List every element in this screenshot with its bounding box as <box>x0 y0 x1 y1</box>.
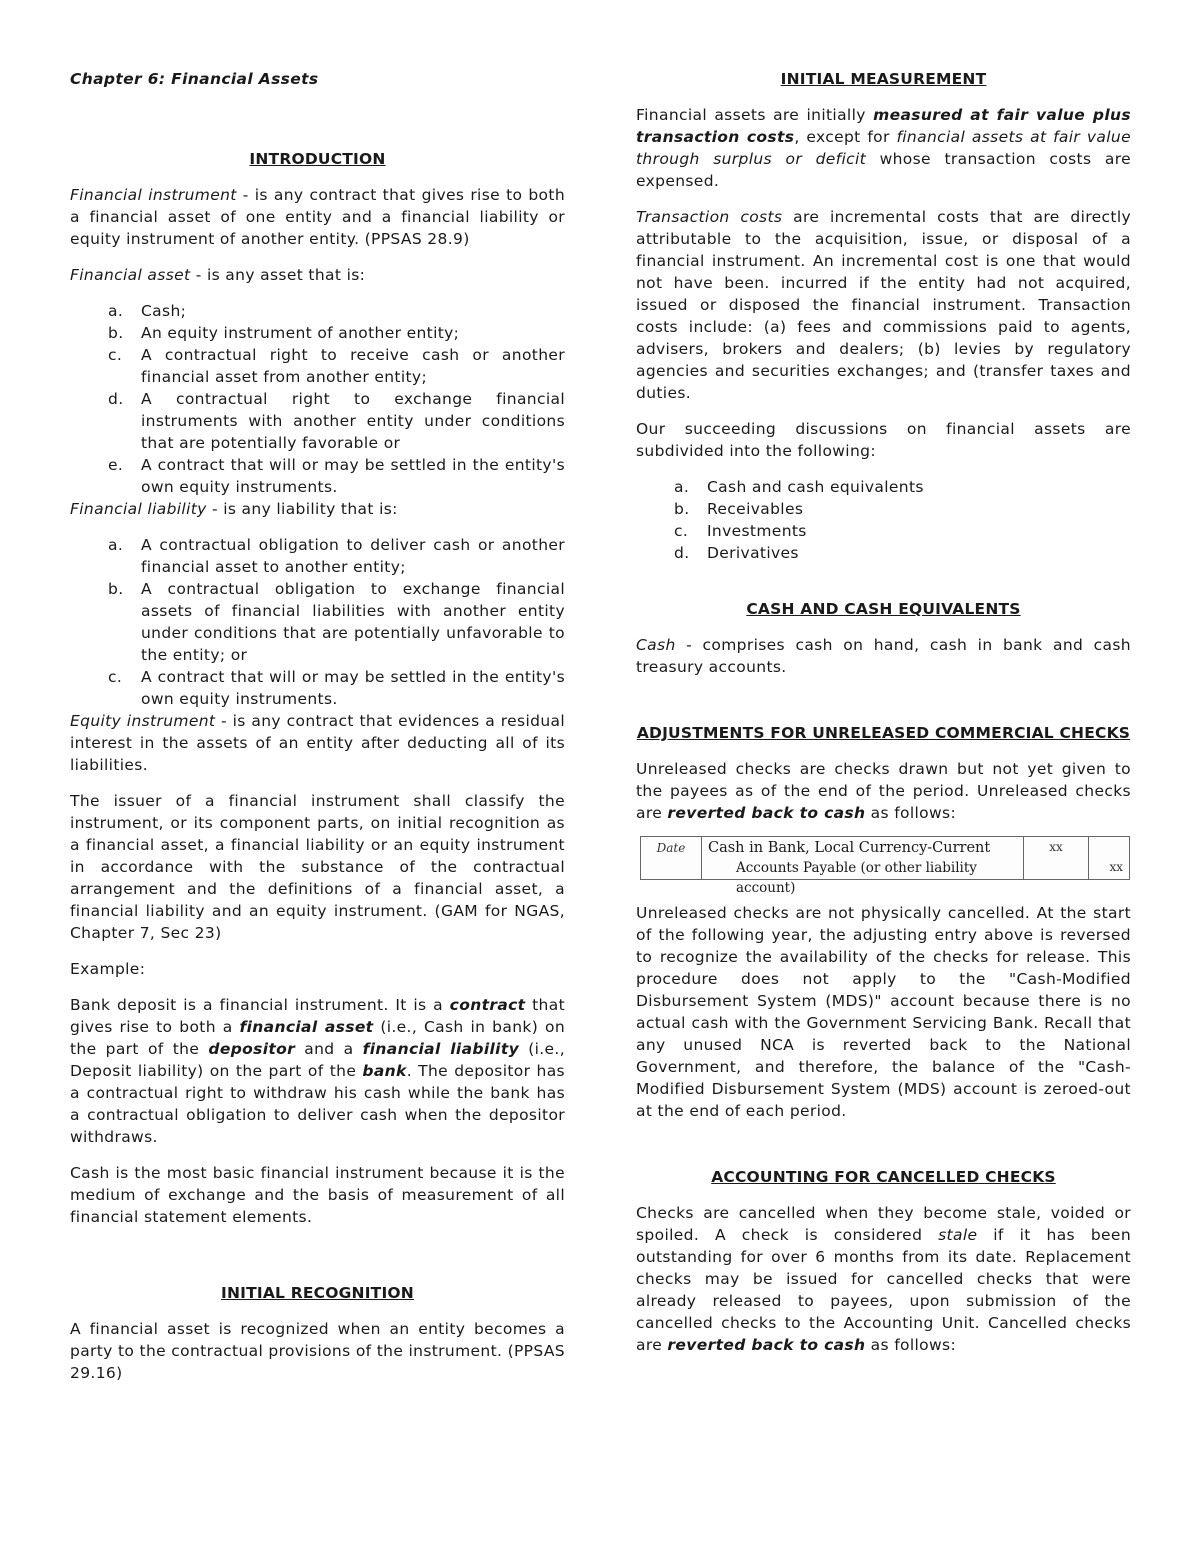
list-marker: c. <box>674 522 689 540</box>
emphasis-fair-value: measured at fair value plus transaction costs <box>636 106 1131 146</box>
issuer-paragraph: The issuer of a financial instrument shall classify the instrument, or its component parts, on initial recognition as a financial asset, a financial liability or an equity instrument in accordance with the substance of the contractual arrangement and the definitions of a financial asset, a financial liability and an equity instrument. (GAM for NGAS, Chapter 7, Sec 23) <box>70 792 565 942</box>
financial-asset-definition <box>70 264 565 286</box>
entry-credit-account: Accounts Payable (or other liability account) <box>736 860 977 896</box>
cancelled-text: if it has been outstanding for over 6 months from its date. Replacement checks may be issued for cancelled checks that were already released to payees, upon submission of the cancelled checks to the Accounting Unit. Cancelled checks are <box>636 1226 1131 1354</box>
financial-liability-term: Financial liability <box>70 500 207 518</box>
entry-credit-cell <box>1089 837 1129 879</box>
list-item <box>70 388 565 454</box>
transaction-costs-paragraph <box>636 206 1131 404</box>
cancelled-text: Checks are cancelled when they become stale, voided or spoiled. A check is considered <box>636 1204 1131 1244</box>
unreleased-checks-heading: ADJUSTMENTS FOR UNRELEASED COMMERCIAL CHECKS <box>636 724 1131 742</box>
financial-instrument-term: Financial instrument <box>70 186 237 204</box>
financial-liability-definition <box>70 498 565 520</box>
list-item-text: Receivables <box>707 500 804 518</box>
list-item <box>70 666 565 710</box>
emphasis-reverted: reverted back to cash <box>667 804 866 822</box>
list-marker: b. <box>674 500 690 518</box>
financial-instrument-definition <box>70 184 565 250</box>
list-item <box>70 534 565 578</box>
list-item <box>70 322 565 344</box>
cancelled-text: as follows: <box>865 1336 957 1354</box>
subdivision-intro: Our succeeding discussions on financial assets are subdivided into the following: <box>636 420 1131 460</box>
list-item-text: Derivatives <box>707 544 799 562</box>
emphasis-reverted: reverted back to cash <box>667 1336 866 1354</box>
list-item-text: A contract that will or may be settled in the entity's own equity instruments. <box>141 668 565 708</box>
list-item-text: Cash; <box>141 302 187 320</box>
list-marker: b. <box>108 580 124 598</box>
initial-measurement-paragraph <box>636 104 1131 192</box>
list-item-text: A contract that will or may be settled in the entity's own equity instruments. <box>141 456 565 496</box>
introduction-heading: INTRODUCTION <box>249 150 386 168</box>
example-text: . The depositor has a contractual right to withdraw his cash while the bank has a contractual obligation to deliver cash when the depositor withdraws. <box>70 1062 565 1146</box>
list-item <box>70 344 565 388</box>
list-item <box>70 300 565 322</box>
emphasis-financial-asset: financial asset <box>239 1018 374 1036</box>
list-item-text: Investments <box>707 522 807 540</box>
unreleased-text: Unreleased checks are checks drawn but not yet given to the payees as of the end of the period. Unreleased checks are <box>636 760 1131 822</box>
cash-text: - comprises cash on hand, cash in bank and cash treasury accounts. <box>636 636 1131 676</box>
list-item <box>636 476 1131 498</box>
entry-account-cell <box>702 837 1024 896</box>
emphasis-fvtsd: financial assets at fair value through surplus or deficit <box>636 128 1131 168</box>
financial-liability-text: - is any liability that is: <box>206 500 398 518</box>
entry-debit-cell: xx <box>1024 837 1089 879</box>
list-item-text: A contractual right to exchange financial instruments with another entity under conditions that are potentially favorable or <box>141 390 565 452</box>
list-item-text: An equity instrument of another entity; <box>141 324 460 342</box>
list-marker: c. <box>108 346 123 364</box>
example-text: that gives rise to both a <box>70 996 565 1036</box>
cash-term: Cash <box>636 636 676 654</box>
financial-asset-list <box>70 300 565 498</box>
list-item <box>70 578 565 666</box>
list-marker: a. <box>108 536 124 554</box>
example-text: (i.e., Deposit liability) on the part of the <box>70 1040 565 1080</box>
list-marker: e. <box>108 456 124 474</box>
list-marker: d. <box>674 544 690 562</box>
financial-asset-text: - is any asset that is: <box>190 266 366 284</box>
transaction-costs-text: are incremental costs that are directly attributable to the acquisition, issue, or disposal of a financial instrument. An incremental cost is one that would not have been. incurred if the entity had not acquired, issued or disposed the financial instrument. Transaction costs include: (a) fees and commissions paid to agents, advisers, brokers and dealers; (b) levies by regulatory agencies and securities exchanges; and (transfer taxes and duties. <box>636 208 1131 402</box>
entry-debit-account: Cash in Bank, Local Currency-Current <box>708 840 991 856</box>
unreleased-text: as follows: <box>865 804 957 822</box>
cash-definition <box>636 634 1131 678</box>
emphasis-bank: bank <box>362 1062 407 1080</box>
financial-instrument-text: - is any contract that gives rise to both a financial asset of one entity and a financial liability or equity instrument of another entity. (PPSAS 28.9) <box>70 186 565 248</box>
list-marker: a. <box>674 478 690 496</box>
list-marker: b. <box>108 324 124 342</box>
example-paragraph <box>70 994 565 1148</box>
right-column <box>636 68 1131 1370</box>
chapter-title: Chapter 6: Financial Assets <box>70 70 319 88</box>
unreleased-checks-paragraph <box>636 758 1131 824</box>
equity-instrument-definition <box>70 710 565 776</box>
initial-recognition-paragraph: A financial asset is recognized when an entity becomes a party to the contractual provisions of the instrument. (PPSAS 29.16) <box>70 1320 565 1382</box>
equity-instrument-term: Equity instrument <box>70 712 216 730</box>
cash-equivalents-heading: CASH AND CASH EQUIVALENTS <box>746 600 1021 618</box>
financial-liability-list <box>70 534 565 710</box>
list-item <box>636 498 1131 520</box>
subdivision-list <box>636 476 1131 564</box>
initial-recognition-heading: INITIAL RECOGNITION <box>221 1284 414 1302</box>
emphasis-stale: stale <box>938 1226 978 1244</box>
list-marker: d. <box>108 390 124 408</box>
example-text: Bank deposit is a financial instrument. It is a <box>70 996 450 1014</box>
equity-instrument-text: - is any contract that evidences a residual interest in the assets of an entity after deducting all of its liabilities. <box>70 712 566 774</box>
cash-basic-paragraph: Cash is the most basic financial instrument because it is the medium of exchange and the basis of measurement of all financial statement elements. <box>70 1164 565 1226</box>
measurement-text: Financial assets are initially <box>636 106 874 124</box>
emphasis-financial-liability: financial liability <box>362 1040 520 1058</box>
unreleased-procedure-paragraph: Unreleased checks are not physically cancelled. At the start of the following year, the adjusting entry above is reversed to recognize the availability of the checks for release. This procedure does not apply to the "Cash-Modified Disbursement System (MDS)" account because there is no actual cash with the Government Servicing Bank. Recall that any unused NCA is reverted back to the National Government, and therefore, the balance of the "Cash-Modified Disbursement System (MDS) account is zeroed-out at the end of each period. <box>636 904 1131 1120</box>
list-item-text: A contractual obligation to deliver cash or another financial asset to another entity; <box>141 536 565 576</box>
entry-credit-amount: xx <box>1109 860 1123 874</box>
emphasis-depositor: depositor <box>208 1040 296 1058</box>
list-marker: c. <box>108 668 123 686</box>
transaction-costs-term: Transaction costs <box>636 208 783 226</box>
measurement-text: , except for <box>794 128 897 146</box>
list-item-text: A contractual obligation to exchange financial assets of financial liabilities with another entity under conditions that are potentially unfavorable to the entity; or <box>141 580 565 664</box>
cancelled-checks-heading: ACCOUNTING FOR CANCELLED CHECKS <box>711 1168 1056 1186</box>
measurement-text: whose transaction costs are expensed. <box>636 150 1132 190</box>
list-item <box>70 454 565 498</box>
list-item <box>636 520 1131 542</box>
journal-entry-table <box>640 836 1130 896</box>
entry-date-cell: Date <box>641 837 702 879</box>
initial-measurement-heading: INITIAL MEASUREMENT <box>780 70 987 88</box>
list-item <box>636 542 1131 564</box>
cancelled-checks-paragraph <box>636 1202 1131 1356</box>
left-column <box>70 68 565 1398</box>
list-marker: a. <box>108 302 124 320</box>
list-item-text: A contractual right to receive cash or another financial asset from another entity; <box>141 346 565 386</box>
financial-asset-term: Financial asset <box>70 266 191 284</box>
emphasis-contract: contract <box>449 996 526 1014</box>
list-item-text: Cash and cash equivalents <box>707 478 924 496</box>
example-label: Example: <box>70 960 146 978</box>
example-text: and a <box>295 1040 363 1058</box>
example-text: (i.e., Cash in bank) on the part of the <box>70 1018 566 1058</box>
